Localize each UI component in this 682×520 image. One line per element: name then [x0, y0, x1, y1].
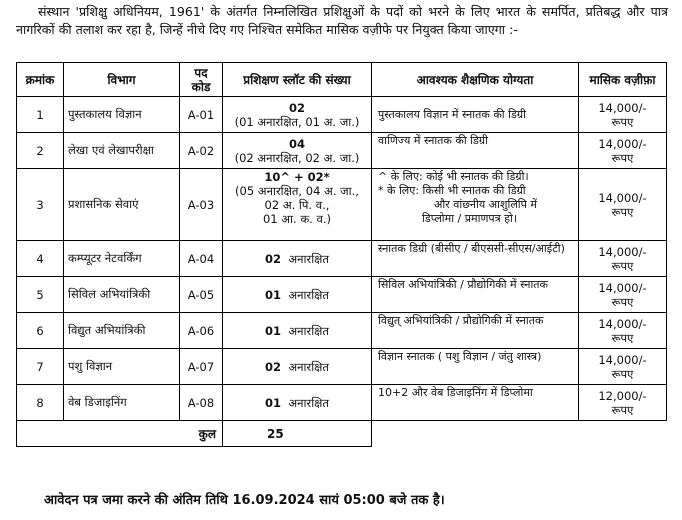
cell-sno: 6: [17, 313, 64, 349]
slots-category: अनारक्षित: [288, 395, 329, 410]
slots-count: 01: [265, 287, 282, 302]
cell-stipend: [579, 97, 667, 133]
slots-breakdown-line: 02 अ. पि. व.,: [264, 198, 330, 212]
application-deadline: आवेदन पत्र जमा करने की अंतिम तिथि 16.09.2024 सायं 05:00 बजे तक है।: [44, 493, 445, 508]
cell-qualification: वाणिज्य में स्नातक की डिग्री: [372, 133, 579, 169]
cell-sno: 5: [17, 277, 64, 313]
table-row: [17, 349, 667, 385]
stipend-unit: रूपए: [611, 330, 634, 345]
cell-sno: 4: [17, 241, 64, 277]
table-row: [17, 385, 667, 421]
slots-count: 02: [265, 359, 282, 374]
stipend-unit: रूपए: [611, 402, 634, 417]
intro-paragraph: संस्थान 'प्रशिक्षु अधिनियम, 1961' के अंतर्गत निम्नलिखित प्रशिक्षुओं के पदों को भरने के लिए भारत के समर्पित, प्रतिबद्ध और पात्र नागरिकों की तलाश कर रहा है, जिन्हें नीचे दिए गए निश्चित समेकित मासिक वज़ीफे पर नियुक्त किया जाएगा :-: [16, 4, 668, 37]
header-code: पद कोड: [180, 63, 223, 97]
empty-cell: [372, 421, 579, 447]
cell-qualification: विज्ञान स्नातक ( पशु विज्ञान / जंतु शास्त्र): [372, 349, 579, 385]
cell-stipend: [579, 277, 667, 313]
slots-breakdown: (02 अनारक्षित, 02 अ. जा.): [234, 150, 360, 165]
cell-code: A-01: [180, 97, 223, 133]
cell-slots: [223, 169, 372, 241]
cell-slots: [223, 313, 372, 349]
cell-code: A-06: [180, 313, 223, 349]
stipend-unit: रूपए: [611, 366, 634, 381]
slots-breakdown-line: (05 अनारक्षित, 04 अ. जा.,: [235, 184, 359, 198]
total-row: [17, 421, 667, 447]
cell-sno: 2: [17, 133, 64, 169]
cell-stipend: [579, 241, 667, 277]
stipend-unit: रूपए: [611, 204, 634, 219]
cell-dept: प्रशासनिक सेवाएं: [64, 169, 180, 241]
stipend-amount: 14,000/-: [598, 316, 647, 331]
cell-stipend: [579, 133, 667, 169]
cell-qualification: स्नातक डिग्री (बीसीए / बीएससी-सीएस/आईटी): [372, 241, 579, 277]
cell-dept: कम्प्यूटर नेटवर्किंग: [64, 241, 180, 277]
cell-code: A-07: [180, 349, 223, 385]
cell-qualification: [372, 169, 579, 241]
slots-category: अनारक्षित: [288, 323, 329, 338]
cell-sno: 8: [17, 385, 64, 421]
slots-main: 02: [288, 100, 305, 115]
cell-code: A-03: [180, 169, 223, 241]
qualification-line: * के लिए: किसी भी स्नातक की डिग्री: [378, 184, 526, 197]
cell-slots: [223, 349, 372, 385]
cell-qualification: विद्युत् अभियांत्रिकी / प्रौद्योगिकी में स्नातक: [372, 313, 579, 349]
cell-slots: [223, 97, 372, 133]
cell-stipend: [579, 169, 667, 241]
header-qualification: आवश्यक शैक्षणिक योग्यता: [372, 63, 579, 97]
table-header-row: [17, 63, 667, 97]
qualification-line: और वांछनीय आशुलिपि में: [434, 198, 537, 211]
stipend-amount: 14,000/-: [598, 280, 647, 295]
cell-code: A-05: [180, 277, 223, 313]
cell-sno: 1: [17, 97, 64, 133]
table-row: [17, 313, 667, 349]
slots-breakdown-line: 01 आ. क. व.): [262, 212, 332, 226]
slots-count: 02: [265, 251, 282, 266]
cell-qualification: पुस्तकालय विज्ञान में स्नातक की डिग्री: [372, 97, 579, 133]
cell-slots: [223, 277, 372, 313]
empty-cell: [579, 421, 667, 447]
slots-category: अनारक्षित: [288, 251, 329, 266]
stipend-amount: 14,000/-: [598, 352, 647, 367]
stipend-amount: 14,000/-: [598, 136, 647, 151]
total-value: 25: [223, 421, 372, 447]
slots-main: 10^ + 02*: [264, 170, 330, 184]
qualification-line: डिप्लोमा / प्रमाणपत्र हो।: [422, 212, 518, 225]
header-sno: क्रमांक: [17, 63, 64, 97]
table-row: [17, 277, 667, 313]
stipend-unit: रूपए: [611, 294, 634, 309]
slots-main: 04: [288, 136, 305, 151]
stipend-unit: रूपए: [611, 114, 634, 129]
cell-sno: 7: [17, 349, 64, 385]
cell-dept: लेखा एवं लेखापरीक्षा: [64, 133, 180, 169]
slots-breakdown: (01 अनारक्षित, 01 अ. जा.): [234, 114, 360, 129]
header-slots: प्रशिक्षण स्लॉट की संख्या: [223, 63, 372, 97]
cell-code: A-02: [180, 133, 223, 169]
stipend-amount: 14,000/-: [598, 244, 647, 259]
apprentice-vacancy-table: [16, 62, 667, 447]
slots-count: 01: [265, 323, 282, 338]
table-row: [17, 133, 667, 169]
table-row: [17, 97, 667, 133]
slots-category: अनारक्षित: [288, 287, 329, 302]
qualification-line: ^ के लिए: कोई भी स्नातक की डिग्री।: [378, 170, 529, 183]
cell-stipend: [579, 349, 667, 385]
cell-dept: पुस्तकालय विज्ञान: [64, 97, 180, 133]
table-row: [17, 241, 667, 277]
cell-dept: पशु विज्ञान: [64, 349, 180, 385]
cell-qualification: सिविल अभियांत्रिकी / प्रौद्योगिकी में स्नातक: [372, 277, 579, 313]
header-stipend: मासिक वज़ीफ़ा: [579, 63, 667, 97]
cell-dept: वेब डिजाइनिंग: [64, 385, 180, 421]
cell-slots: [223, 133, 372, 169]
cell-qualification: 10+2 और वेब डिजाइनिंग में डिप्लोमा: [372, 385, 579, 421]
cell-sno: 3: [17, 169, 64, 241]
cell-slots: [223, 241, 372, 277]
header-dept: विभाग: [64, 63, 180, 97]
stipend-unit: रूपए: [611, 150, 634, 165]
cell-stipend: [579, 313, 667, 349]
cell-code: A-08: [180, 385, 223, 421]
stipend-unit: रूपए: [611, 258, 634, 273]
cell-stipend: [579, 385, 667, 421]
stipend-amount: 12,000/-: [598, 388, 647, 403]
slots-count: 01: [265, 395, 282, 410]
stipend-amount: 14,000/-: [598, 190, 647, 205]
cell-code: A-04: [180, 241, 223, 277]
table-row: [17, 169, 667, 241]
cell-dept: विद्युत अभियांत्रिकी: [64, 313, 180, 349]
cell-dept: सिविल अभियांत्रिकी: [64, 277, 180, 313]
stipend-amount: 14,000/-: [598, 100, 647, 115]
cell-slots: [223, 385, 372, 421]
total-label: कुल: [17, 421, 223, 447]
slots-category: अनारक्षित: [288, 359, 329, 374]
